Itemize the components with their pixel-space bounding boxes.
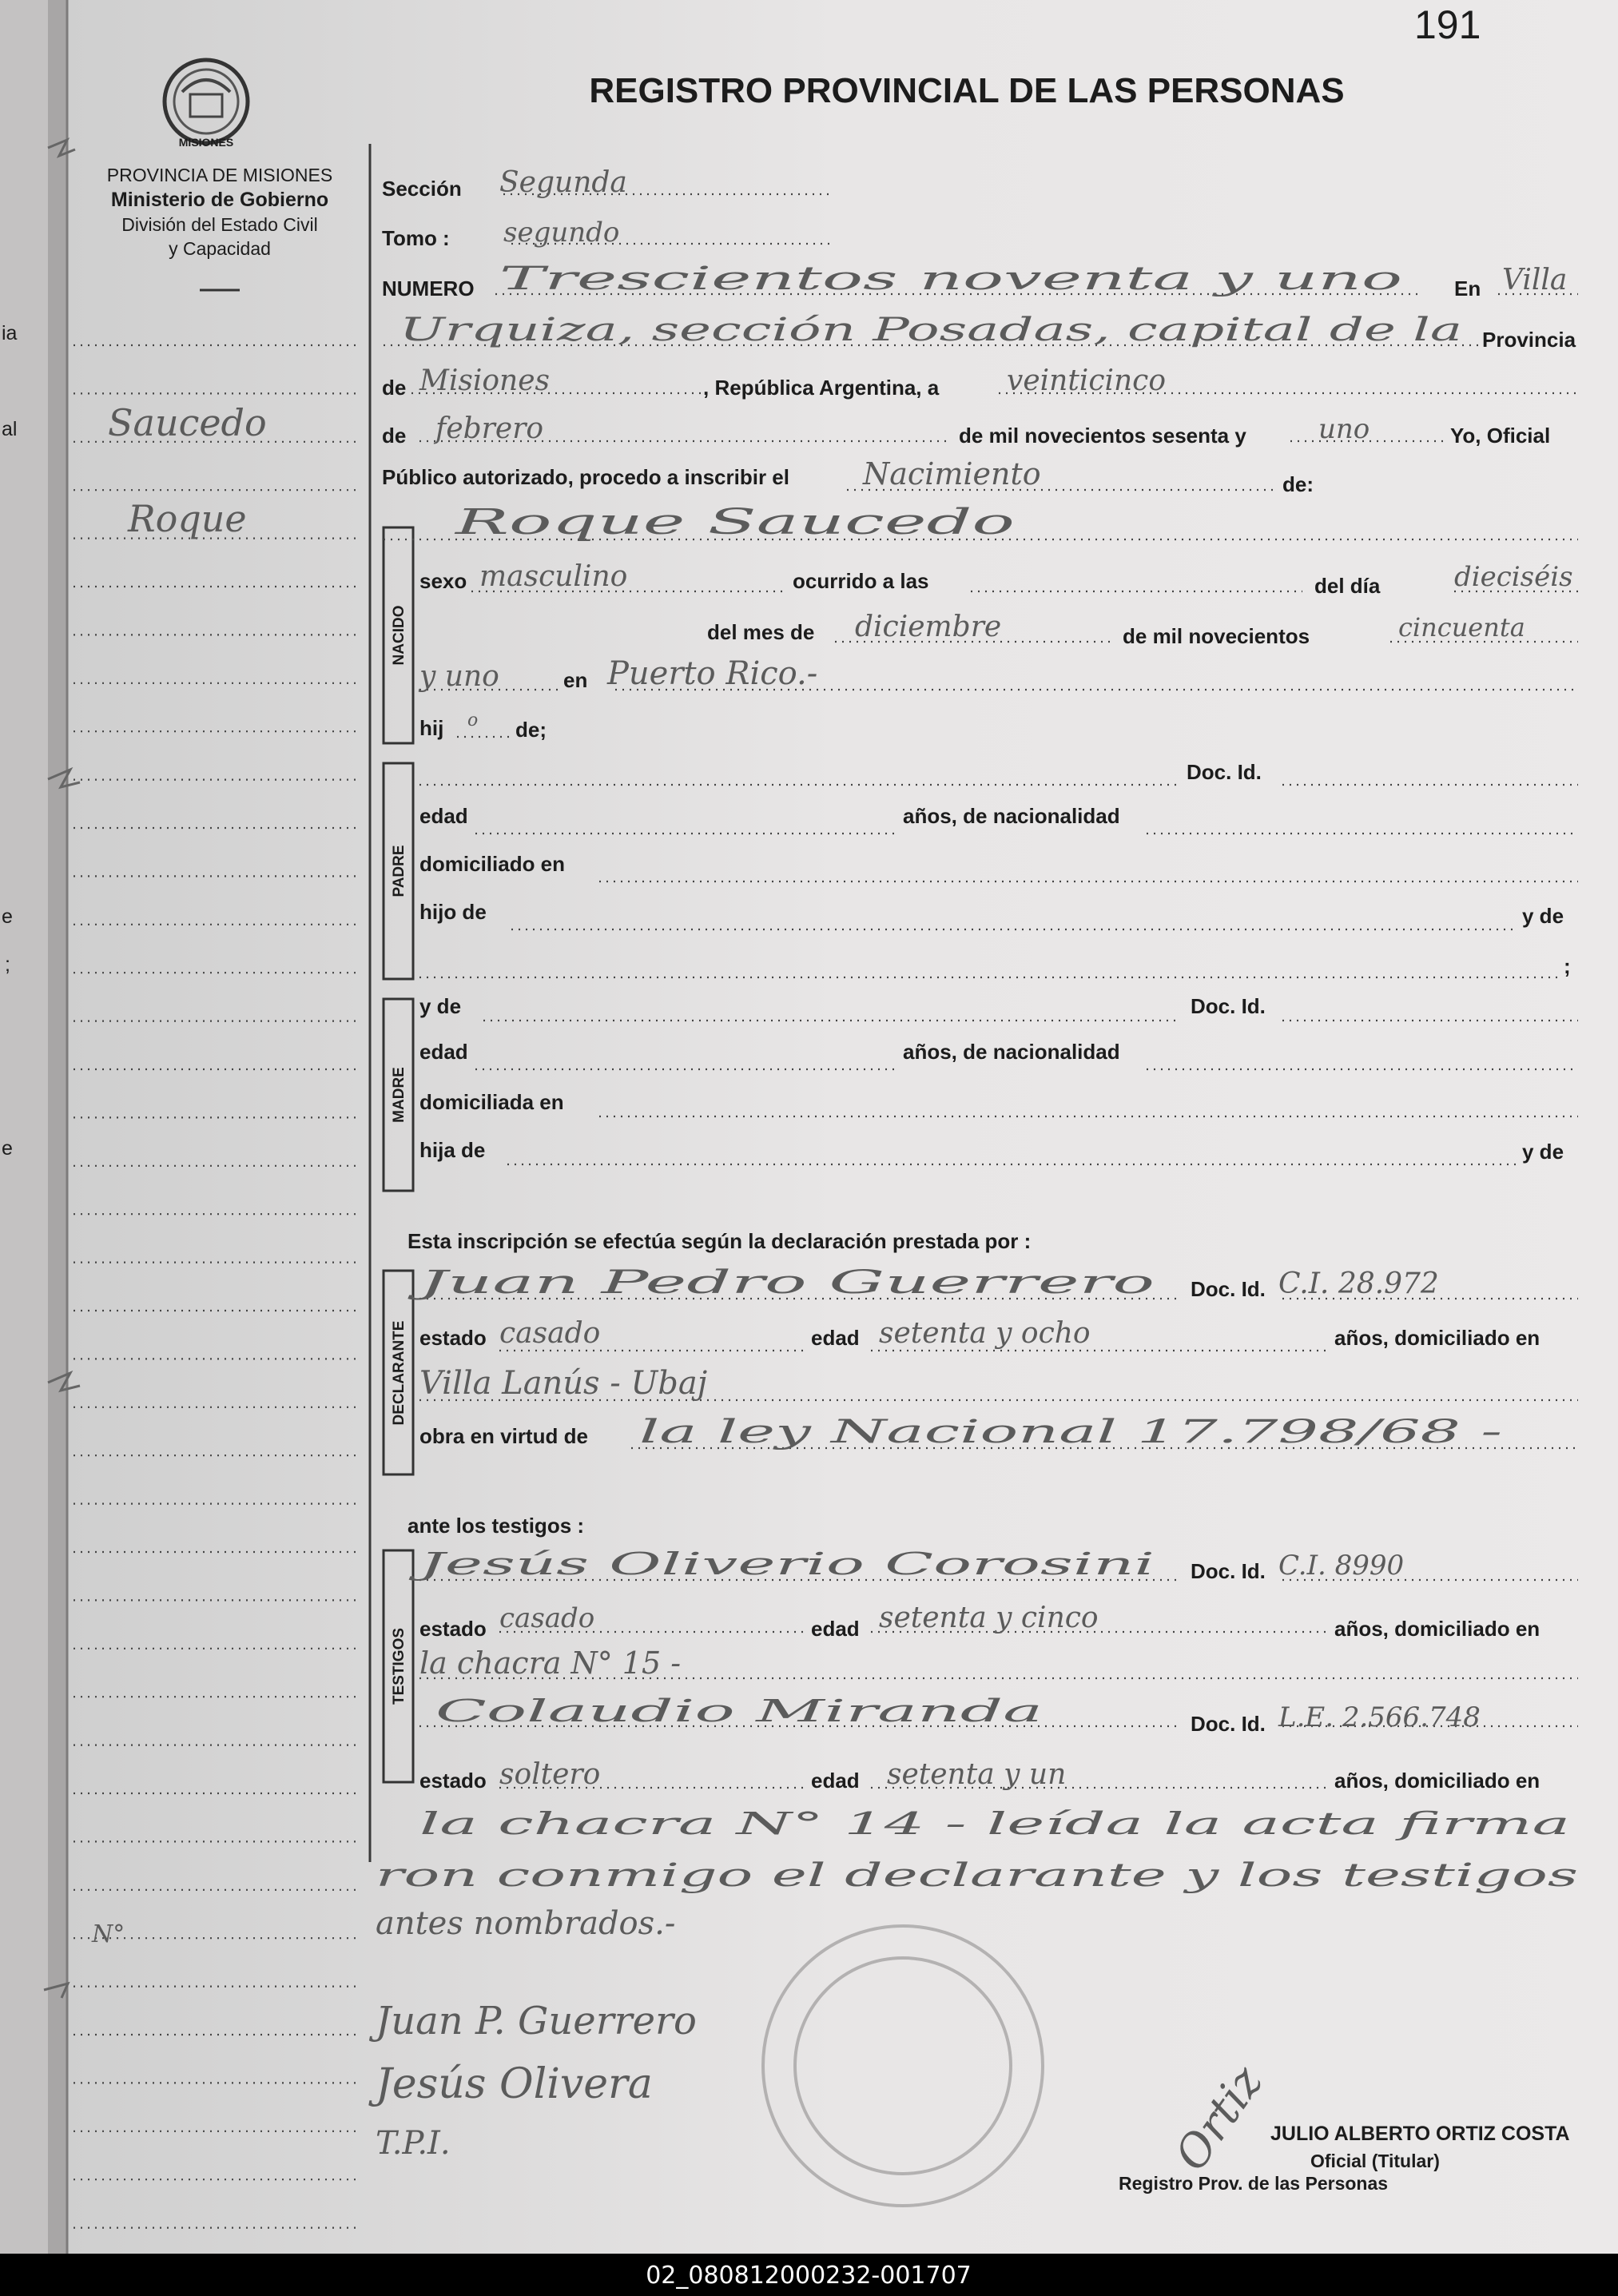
svg-text:, República Argentina, a: , República Argentina, a (703, 376, 940, 400)
svg-text:Ministerio de Gobierno: Ministerio de Gobierno (110, 189, 329, 211)
margin-surname: Saucedo (108, 401, 267, 444)
svg-text:de: de (382, 424, 407, 448)
svg-text:la chacra N° 14 - leída la act: la chacra N° 14 - leída la acta firma (419, 1806, 1570, 1841)
svg-text:PROVINCIA DE MISIONES: PROVINCIA DE MISIONES (106, 165, 333, 185)
svg-text:C.I. 8990: C.I. 8990 (1278, 1550, 1405, 1582)
svg-text:Sección: Sección (382, 177, 462, 201)
svg-text:edad: edad (811, 1326, 860, 1350)
svg-text:setenta y ocho: setenta y ocho (879, 1317, 1091, 1350)
svg-text:Roque Saucedo: Roque Saucedo (453, 502, 1015, 543)
svg-text:la ley Nacional 17.798/68 -: la ley Nacional 17.798/68 - (639, 1414, 1502, 1450)
svg-text:años, domiciliado en: años, domiciliado en (1334, 1617, 1540, 1641)
svg-text:Doc. Id.: Doc. Id. (1187, 760, 1262, 784)
svg-text:Segunda: Segunda (499, 166, 627, 199)
signature-witness-1: Jesús Olivera (376, 2060, 653, 2108)
svg-text:Doc. Id.: Doc. Id. (1191, 1712, 1266, 1736)
svg-text:años, de nacionalidad: años, de nacionalidad (903, 804, 1120, 828)
svg-text:ante los testigos :: ante los testigos : (407, 1514, 585, 1538)
svg-text:L.E. 2.566.748: L.E. 2.566.748 (1278, 1701, 1481, 1733)
svg-text:casado: casado (499, 1317, 601, 1350)
svg-text:e: e (2, 1137, 13, 1160)
svg-text:edad: edad (419, 1040, 468, 1064)
svg-text:edad: edad (419, 804, 468, 828)
svg-text:Doc. Id.: Doc. Id. (1191, 994, 1266, 1018)
svg-text:Colaudio Miranda: Colaudio Miranda (435, 1693, 1043, 1729)
binding-gutter (48, 0, 67, 2254)
svg-text:de:: de: (1282, 472, 1314, 496)
svg-text:setenta y un: setenta y un (887, 1758, 1067, 1791)
margin-given-name: Roque (128, 497, 247, 540)
svg-text:e: e (2, 905, 13, 928)
svg-text:cincuenta: cincuenta (1398, 612, 1525, 643)
svg-text:Tomo :: Tomo : (382, 226, 450, 250)
svg-text:sexo: sexo (419, 569, 467, 593)
svg-text:Yo, Oficial: Yo, Oficial (1450, 424, 1551, 448)
svg-text:estado: estado (419, 1617, 487, 1641)
svg-text:Puerto Rico.-: Puerto Rico.- (607, 655, 818, 692)
svg-text:y de: y de (1522, 1140, 1564, 1164)
svg-text:casado: casado (499, 1602, 595, 1634)
svg-text:setenta y cinco: setenta y cinco (879, 1602, 1099, 1634)
svg-text:Villa: Villa (1502, 264, 1568, 296)
svg-text:edad: edad (811, 1769, 860, 1793)
svg-text:segundo: segundo (503, 217, 620, 249)
svg-text:En: En (1454, 277, 1481, 300)
svg-text:de mil novecientos sesenta y: de mil novecientos sesenta y (959, 424, 1246, 448)
margin-number-note: N° (92, 1920, 125, 1948)
svg-text:Público autorizado, procedo a: Público autorizado, procedo a inscribir el (382, 465, 789, 489)
section-testigos: TESTIGOS (391, 1627, 407, 1705)
svg-text:años, domiciliado en: años, domiciliado en (1334, 1769, 1540, 1793)
svg-text:;: ; (1564, 954, 1571, 978)
svg-text:y uno: y uno (419, 660, 499, 693)
image-caption: 02_080812000232-001707 (646, 2262, 972, 2290)
svg-text:en: en (563, 668, 588, 692)
svg-text:Misiones: Misiones (419, 364, 551, 397)
page-title: REGISTRO PROVINCIAL DE LAS PERSONAS (589, 71, 1345, 110)
svg-text:diciembre: diciembre (855, 611, 1002, 643)
svg-text:C.I. 28.972: C.I. 28.972 (1278, 1267, 1439, 1300)
svg-text:JULIO ALBERTO ORTIZ COSTA: JULIO ALBERTO ORTIZ COSTA (1270, 2123, 1570, 2145)
svg-text:ron conmigo el declarante y lo: ron conmigo el declarante y los testigos (376, 1857, 1578, 1894)
svg-text:Jesús Oliverio Corosini: Jesús Oliverio Corosini (407, 1546, 1155, 1582)
svg-text:Villa Lanús - Ubaj: Villa Lanús - Ubaj (419, 1365, 708, 1402)
page-number: 191 (1414, 2, 1481, 47)
svg-text:masculino: masculino (479, 560, 628, 593)
svg-text:Registro Prov. de las Personas: Registro Prov. de las Personas (1119, 2173, 1389, 2194)
svg-text:División del Estado Civil: División del Estado Civil (121, 214, 318, 235)
svg-text:de mil novecientos: de mil novecientos (1123, 624, 1310, 648)
svg-text:la chacra N° 15 -: la chacra N° 15 - (419, 1645, 682, 1681)
svg-text:Doc. Id.: Doc. Id. (1191, 1277, 1266, 1301)
svg-text:febrero: febrero (435, 412, 544, 445)
signature-witness-2: T.P.I. (376, 2125, 451, 2162)
svg-text:al: al (2, 418, 18, 440)
svg-text:años, domiciliado en: años, domiciliado en (1334, 1326, 1540, 1350)
svg-text:;: ; (5, 953, 10, 976)
svg-text:hijo de: hijo de (419, 900, 487, 924)
svg-text:obra en virtud de: obra en virtud de (419, 1424, 588, 1448)
svg-text:antes nombrados.-: antes nombrados.- (376, 1905, 676, 1942)
svg-text:Trescientos noventa y uno: Trescientos noventa y uno (499, 261, 1402, 297)
svg-text:hij: hij (419, 716, 444, 740)
signature-officer: Ortiz (1165, 2056, 1274, 2181)
svg-text:del mes de: del mes de (707, 620, 815, 644)
svg-text:dieciséis: dieciséis (1454, 561, 1573, 593)
svg-text:de: de (382, 376, 407, 400)
section-nacido: NACIDO (391, 605, 407, 666)
section-madre: MADRE (391, 1067, 407, 1123)
svg-text:y Capacidad: y Capacidad (169, 238, 271, 259)
svg-text:domiciliada en: domiciliada en (419, 1090, 564, 1114)
svg-text:Nacimiento: Nacimiento (863, 456, 1041, 491)
svg-text:MISIONES: MISIONES (178, 136, 234, 149)
svg-text:Provincia: Provincia (1482, 328, 1576, 352)
signature-declarante: Juan P. Guerrero (376, 1999, 697, 2043)
svg-text:domiciliado en: domiciliado en (419, 852, 566, 876)
svg-text:y de: y de (419, 994, 462, 1018)
svg-text:estado: estado (419, 1326, 487, 1350)
svg-text:Juan Pedro Guerrero: Juan Pedro Guerrero (407, 1264, 1155, 1301)
section-declarante: DECLARANTE (391, 1320, 407, 1426)
svg-text:de;: de; (515, 718, 547, 742)
svg-text:Urquiza, sección Posadas, capi: Urquiza, sección Posadas, capital de la (400, 312, 1462, 348)
svg-text:veinticinco: veinticinco (1007, 364, 1167, 397)
svg-text:o: o (467, 710, 479, 730)
svg-text:y de: y de (1522, 904, 1564, 928)
svg-text:ia: ia (2, 322, 18, 344)
svg-text:Oficial (Titular): Oficial (Titular) (1310, 2151, 1440, 2171)
svg-text:edad: edad (811, 1617, 860, 1641)
svg-text:estado: estado (419, 1769, 487, 1793)
svg-text:hija de: hija de (419, 1138, 486, 1162)
svg-text:NUMERO: NUMERO (382, 277, 475, 300)
svg-text:Esta inscripción se efectúa se: Esta inscripción se efectúa según la declaración prestada por : (407, 1229, 1032, 1253)
svg-text:años, de nacionalidad: años, de nacionalidad (903, 1040, 1120, 1064)
svg-text:del día: del día (1314, 574, 1381, 598)
svg-text:Doc. Id.: Doc. Id. (1191, 1559, 1266, 1583)
svg-text:uno: uno (1318, 413, 1370, 445)
section-padre: PADRE (391, 845, 407, 897)
svg-text:ocurrido a las: ocurrido a las (793, 569, 929, 593)
svg-text:soltero: soltero (499, 1758, 601, 1791)
